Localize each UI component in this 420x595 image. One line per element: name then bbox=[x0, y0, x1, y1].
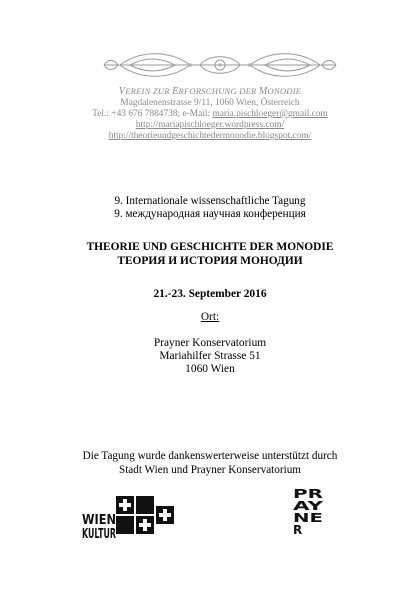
conference-dates: 21.-23. September 2016 bbox=[153, 288, 267, 300]
association-contact bbox=[60, 109, 360, 120]
ornament-flourish-icon bbox=[100, 48, 340, 82]
prayner-logo-icon bbox=[292, 487, 326, 537]
venue-city: 1060 Wien bbox=[185, 363, 235, 375]
website-link-2[interactable]: http://theorieundgeschichtedermonodie.blogspot.com/ bbox=[108, 131, 312, 141]
venue-street: Mariahilfer Strasse 51 bbox=[159, 350, 261, 362]
prayner-logo-line-1: PR bbox=[293, 487, 323, 501]
association-name: VEREIN ZUR ERFORSCHUNG DER MONODIE bbox=[118, 86, 302, 97]
conference-line-russian: 9. международная научная конференция bbox=[114, 208, 306, 220]
wien-kultur-logo-icon bbox=[82, 494, 178, 544]
venue-label: Ort: bbox=[200, 311, 220, 323]
wien-logo-text: WIEN bbox=[82, 513, 116, 528]
acknowledgement-line-2: Stadt Wien und Prayner Konservatorium bbox=[118, 464, 302, 476]
conference-title-german: THEORIE UND GESCHICHTE DER MONODIE bbox=[86, 241, 334, 253]
website-link-1[interactable]: http://mariapischloeger.wordpress.com/ bbox=[135, 120, 285, 130]
conference-title-russian: ТЕОРИЯ И ИСТОРИЯ МОНОДИИ bbox=[117, 255, 303, 267]
venue-name: Prayner Konservatorium bbox=[153, 337, 267, 349]
prayner-logo-line-4: R bbox=[293, 523, 303, 537]
acknowledgement-line-1: Die Tagung wurde dankenswerterweise unterstützt durch bbox=[82, 450, 338, 462]
association-address: Magdalenenstrasse 9/11, 1060 Wien, Österreich bbox=[120, 98, 300, 108]
prayner-logo-line-3: NE bbox=[293, 511, 323, 525]
contact-phone: Tel.: +43 676 7884738; e-Mail: bbox=[92, 109, 213, 119]
email-link[interactable]: maria.pischloeger@gmail.com bbox=[212, 109, 328, 119]
website-link-monodie[interactable] bbox=[60, 131, 360, 142]
kultur-logo-text: KULTUR bbox=[82, 527, 116, 542]
prayner-logo-line-2: AY bbox=[293, 499, 324, 513]
conference-line-german: 9. Internationale wissenschaftliche Tagung bbox=[114, 195, 306, 207]
website-link-blog[interactable] bbox=[60, 120, 360, 131]
